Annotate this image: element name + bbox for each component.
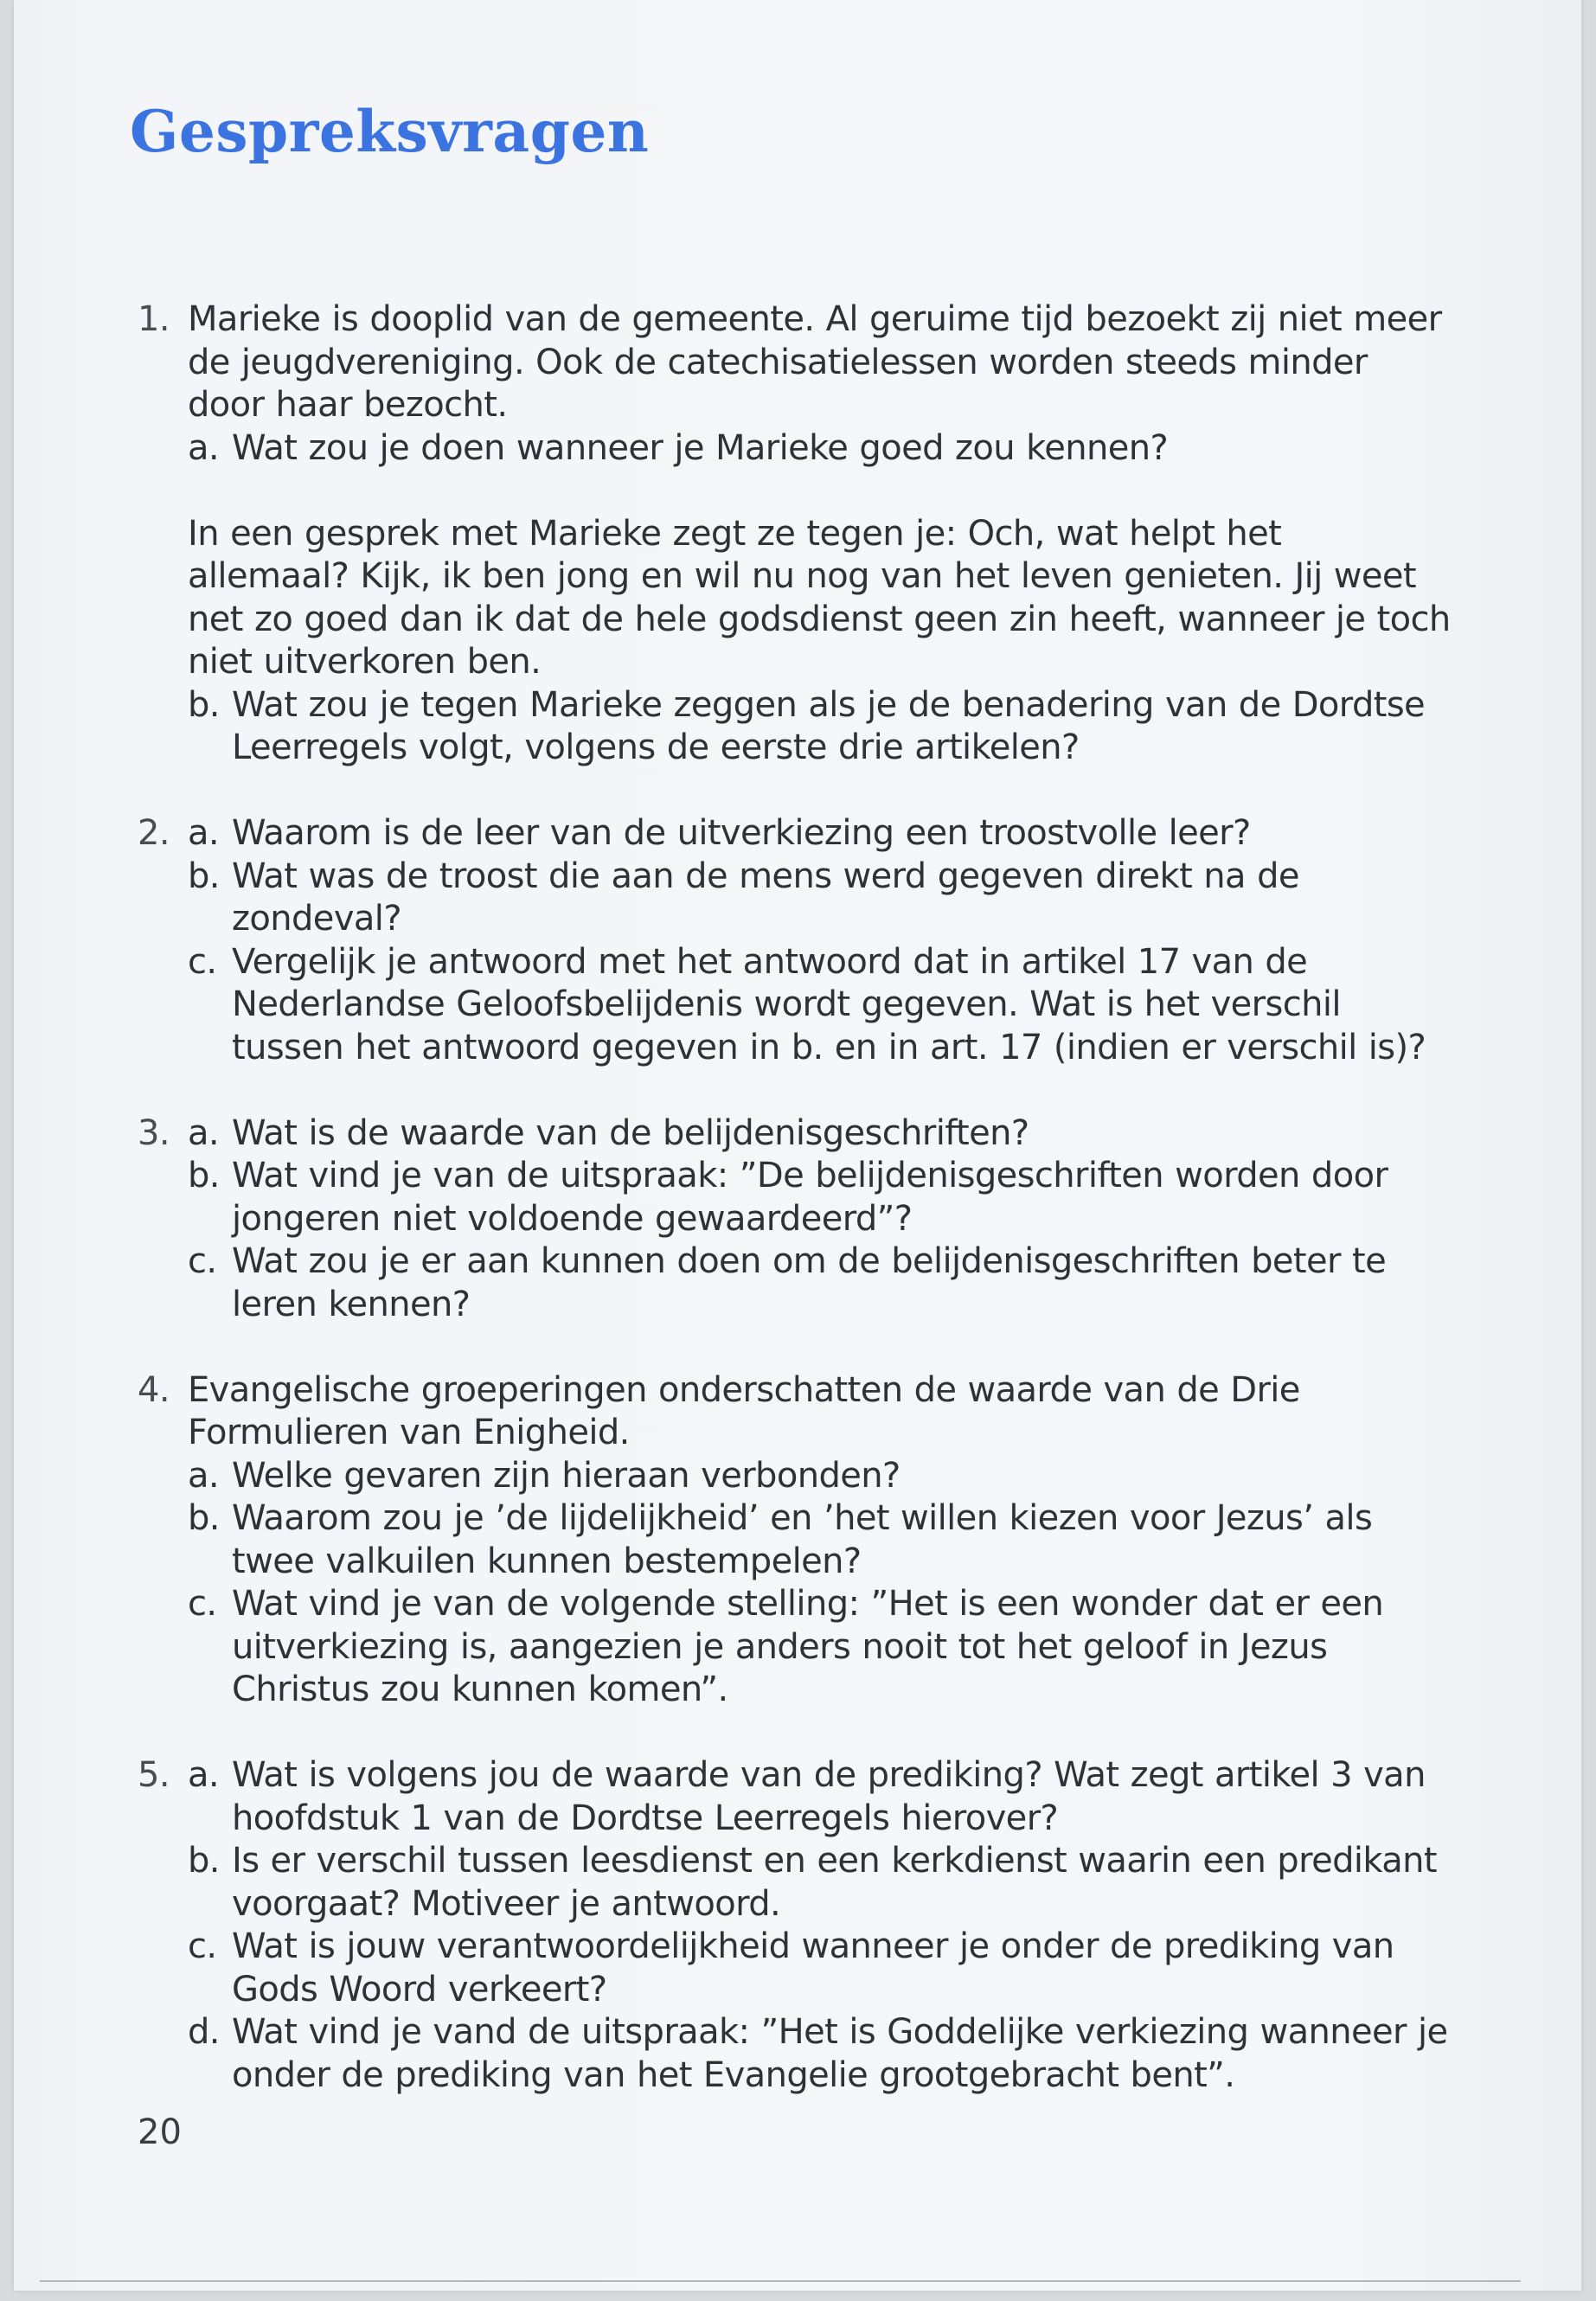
sub-question-letter: c. xyxy=(188,1584,217,1624)
sub-question xyxy=(188,812,1452,856)
sub-question-letter: b. xyxy=(188,856,220,896)
sub-question-letter: b. xyxy=(188,1841,220,1881)
sub-question-letter: a. xyxy=(188,813,220,853)
question-5 xyxy=(138,1754,1452,2097)
sub-question xyxy=(188,1112,1452,1156)
question-1 xyxy=(138,298,1452,770)
sub-question-letter: b. xyxy=(188,684,220,725)
document-page xyxy=(14,0,1581,2291)
sub-question xyxy=(188,1497,1452,1583)
sub-question-letter: b. xyxy=(188,1156,220,1195)
sub-question-text: Wat vind je van de uitspraak: ”De belijdenisgeschriften worden door jongeren niet voldoende gewaardeerd”? xyxy=(232,1156,1388,1239)
sub-question-text: Waarom zou je ’de lijdelijkheid’ en ’het willen kiezen voor Jezus’ als twee valkuilen kunnen bestempelen? xyxy=(232,1498,1373,1581)
sub-question-letter: d. xyxy=(188,2012,220,2052)
sub-question-text: Is er verschil tussen leesdienst en een kerkdienst waarin een predikant voorgaat? Motiveer je antwoord. xyxy=(232,1841,1437,1924)
question-number: 1. xyxy=(138,299,170,339)
page-number: 20 xyxy=(138,2112,182,2152)
sub-question-text: Waarom is de leer van de uitverkiezing een troostvolle leer? xyxy=(232,813,1251,853)
question-intro: Evangelische groeperingen onderschatten de waarde van de Drie Formulieren van Enigheid. xyxy=(188,1369,1300,1452)
sub-question xyxy=(188,856,1452,941)
question-3 xyxy=(138,1112,1452,1327)
sub-question xyxy=(188,1155,1452,1240)
sub-question-text: Wat zou je doen wanneer je Marieke goed zou kennen? xyxy=(232,427,1169,468)
sub-question xyxy=(188,427,1452,471)
sub-question-text: Wat zou je tegen Marieke zeggen als je de benadering van de Dordtse Leerregels volgt, volgens de eerste drie artikelen? xyxy=(232,684,1426,767)
question-body xyxy=(188,1112,1452,1327)
question-body xyxy=(188,1369,1452,1712)
sub-question xyxy=(188,1840,1452,1926)
page-title: Gespreksvragen xyxy=(130,98,650,165)
sub-question xyxy=(188,684,1452,770)
question-number: 2. xyxy=(138,813,170,853)
question-list xyxy=(138,298,1452,2140)
question-body xyxy=(188,298,1452,770)
question-body xyxy=(188,1754,1452,2097)
sub-question-text: Wat vind je van de volgende stelling: ”Het is een wonder dat er een uitverkiezing is, aangezien je anders nooit tot het geloof in Jezus Christus zou kunnen komen”. xyxy=(232,1584,1384,1709)
sub-question xyxy=(188,1583,1452,1712)
question-number: 4. xyxy=(138,1369,170,1410)
sub-question xyxy=(188,1455,1452,1498)
bottom-rule xyxy=(40,2280,1521,2282)
sub-question xyxy=(188,1754,1452,1840)
sub-question-text: Wat is jouw verantwoordelijkheid wanneer je onder de prediking van Gods Woord verkeert? xyxy=(232,1926,1394,2009)
sub-question xyxy=(188,941,1452,1070)
sub-question-text: Welke gevaren zijn hieraan verbonden? xyxy=(232,1455,901,1496)
sub-question-text: Wat is volgens jou de waarde van de prediking? Wat zegt artikel 3 van hoofdstuk 1 van de Dordtse Leerregels hierover? xyxy=(232,1755,1426,1838)
sub-question-text: Vergelijk je antwoord met het antwoord dat in artikel 17 van de Nederlandse Geloofsbelijdenis wordt gegeven. Wat is het verschil tussen het antwoord gegeven in b. en in art. 17 (indien er verschil is)? xyxy=(232,941,1426,1067)
sub-question-letter: c. xyxy=(188,1926,217,1966)
sub-question-text: Wat vind je vand de uitspraak: ”Het is Goddelijke verkiezing wanneer je onder de prediking van het Evangelie grootgebracht bent”. xyxy=(232,2012,1448,2095)
question-4 xyxy=(138,1369,1452,1712)
question-body xyxy=(188,812,1452,1069)
question-number: 5. xyxy=(138,1755,170,1795)
question-number: 3. xyxy=(138,1112,170,1153)
question-paragraph: In een gesprek met Marieke zegt ze tegen je: Och, wat helpt het allemaal? Kijk, ik ben jong en wil nu nog van het leven genieten. Jij weet net zo goed dan ik dat de hele godsdienst geen zin heeft, wanneer je toch niet uitverkoren ben. xyxy=(188,513,1451,682)
sub-question-text: Wat zou je er aan kunnen doen om de belijdenisgeschriften beter te leren kennen? xyxy=(232,1241,1387,1324)
sub-question-letter: a. xyxy=(188,1112,220,1153)
sub-question-text: Wat was de troost die aan de mens werd gegeven direkt na de zondeval? xyxy=(232,856,1299,939)
sub-question xyxy=(188,2011,1452,2097)
sub-question xyxy=(188,1240,1452,1326)
sub-question-text: Wat is de waarde van de belijdenisgeschriften? xyxy=(232,1112,1029,1153)
sub-question-letter: b. xyxy=(188,1498,220,1538)
sub-question xyxy=(188,1926,1452,2011)
question-2 xyxy=(138,812,1452,1069)
sub-question-letter: c. xyxy=(188,1241,217,1281)
question-intro: Marieke is dooplid van de gemeente. Al geruime tijd bezoekt zij niet meer de jeugdvereniging. Ook de catechisatielessen worden steeds minder door haar bezocht. xyxy=(188,299,1442,425)
sub-question-letter: c. xyxy=(188,941,217,982)
sub-question-letter: a. xyxy=(188,1755,220,1795)
sub-question-letter: a. xyxy=(188,427,220,468)
sub-question-letter: a. xyxy=(188,1455,220,1496)
